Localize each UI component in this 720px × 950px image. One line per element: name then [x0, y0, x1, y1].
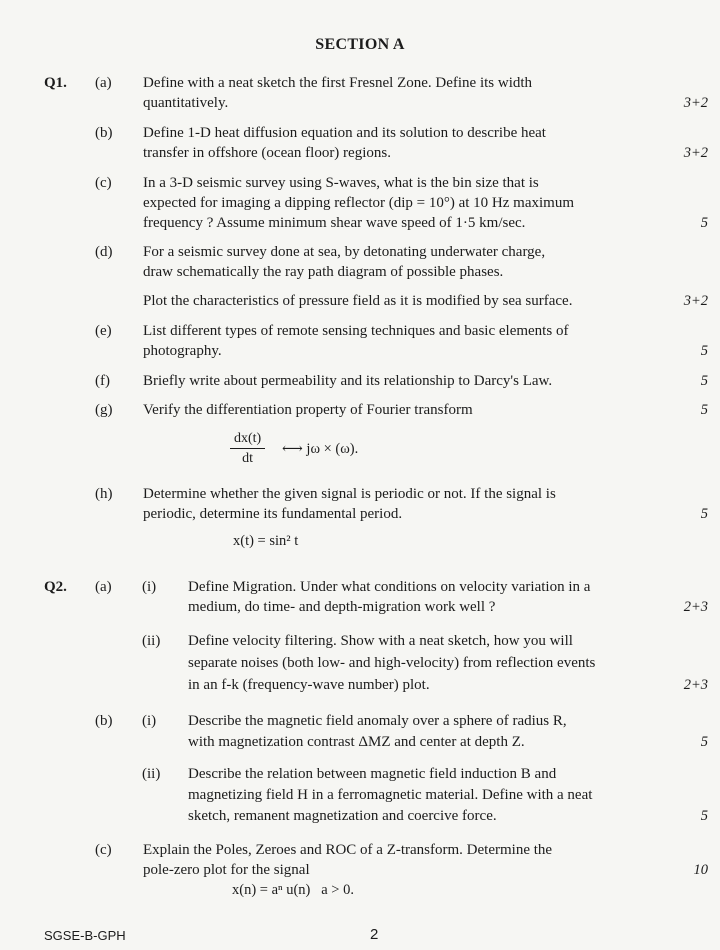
q1g-line1: Verify the differentiation property of Fourier transform — [143, 402, 473, 418]
q1a-label: (a) — [95, 75, 112, 91]
q1h-label: (h) — [95, 486, 113, 502]
q1g-label: (g) — [95, 402, 113, 418]
q2a-ii-line1: Define velocity filtering. Show with a neat sketch, how you will — [188, 633, 573, 649]
q1d-line2: draw schematically the ray path diagram of possible phases. — [143, 264, 504, 280]
section-title: SECTION A — [315, 36, 405, 53]
q1d-line3: Plot the characteristics of pressure field as it is modified by sea surface. — [143, 293, 573, 309]
q2c-line2: pole-zero plot for the signal — [143, 862, 310, 878]
q1e-line2: photography. — [143, 343, 222, 359]
q1e-label: (e) — [95, 323, 112, 339]
q1g-equation-numerator: dx(t) — [230, 431, 265, 449]
q2a-label: (a) — [95, 579, 112, 595]
q1e-line1: List different types of remote sensing techniques and basic elements of — [143, 323, 569, 339]
q1d-line1: For a seismic survey done at sea, by detonating underwater charge, — [143, 244, 546, 260]
page-number: 2 — [370, 926, 379, 943]
q2b-ii-label: (ii) — [142, 766, 161, 782]
q1b-line1: Define 1-D heat diffusion equation and its solution to describe heat — [143, 125, 546, 141]
q1c-line3: frequency ? Assume minimum shear wave speed of 1·5 km/sec. — [143, 215, 526, 231]
q1f-line1: Briefly write about permeability and its relationship to Darcy's Law. — [143, 373, 553, 389]
q2a-ii-line3: in an f-k (frequency-wave number) plot. — [188, 677, 430, 693]
q1c-label: (c) — [95, 175, 112, 191]
q1g-equation-rhs: ⟷ jω × (ω). — [282, 441, 359, 457]
q2b-ii-line1: Describe the relation between magnetic field induction B and — [188, 766, 557, 782]
q2b-i-line1: Describe the magnetic field anomaly over a sphere of radius R, — [188, 713, 567, 729]
paper-code: SGSE-B-GPH — [44, 928, 126, 943]
q1b-label: (b) — [95, 125, 113, 141]
q2b-ii-line3: sketch, remanent magnetization and coercive force. — [188, 808, 497, 824]
question-2-number: Q2. — [44, 579, 67, 595]
q2c-equation: x(n) = aⁿ u(n) a > 0. — [232, 882, 354, 898]
q1h-marks: 5 — [700, 506, 708, 522]
question-1-number: Q1. — [44, 75, 67, 91]
q1a-line2: quantitatively. — [143, 95, 229, 111]
q1e-marks: 5 — [700, 343, 708, 359]
q1d-label: (d) — [95, 244, 113, 260]
q1f-label: (f) — [95, 373, 110, 389]
q2b-i-marks: 5 — [700, 734, 708, 750]
q1d-marks: 3+2 — [683, 293, 708, 309]
q2c-line1: Explain the Poles, Zeroes and ROC of a Z-transform. Determine the — [143, 842, 553, 858]
q1h-line1: Determine whether the given signal is periodic or not. If the signal is — [143, 486, 556, 502]
q2b-ii-line2: magnetizing field H in a ferromagnetic material. Define with a neat — [188, 787, 593, 803]
q1h-line2: periodic, determine its fundamental period. — [143, 506, 403, 522]
q2b-label: (b) — [95, 713, 113, 729]
q1c-line1: In a 3-D seismic survey using S-waves, what is the bin size that is — [143, 175, 539, 191]
q1g-equation-denominator: dt — [242, 451, 254, 466]
q2c-marks: 10 — [693, 862, 708, 878]
q1b-line2: transfer in offshore (ocean floor) regions. — [143, 145, 391, 161]
q1a-line1: Define with a neat sketch the first Fresnel Zone. Define its width — [143, 75, 533, 91]
q2b-i-label: (i) — [142, 713, 157, 729]
q1a-marks: 3+2 — [683, 95, 708, 111]
q2a-ii-label: (ii) — [142, 633, 161, 649]
q1c-line2: expected for imaging a dipping reflector (dip = 10°) at 10 Hz maximum — [143, 195, 574, 211]
q1g-equation-fraction — [230, 431, 265, 467]
q2b-ii-marks: 5 — [700, 808, 708, 824]
q2a-i-label: (i) — [142, 579, 157, 595]
q2c-label: (c) — [95, 842, 112, 858]
q1c-marks: 5 — [700, 215, 708, 231]
q1h-equation: x(t) = sin² t — [233, 533, 299, 549]
q2b-i-line2: with magnetization contrast ΔMZ and center at depth Z. — [188, 734, 525, 750]
q1g-marks: 5 — [700, 402, 708, 418]
q1b-marks: 3+2 — [683, 145, 708, 161]
q2a-ii-marks: 2+3 — [683, 677, 708, 693]
q2a-i-line1: Define Migration. Under what conditions on velocity variation in a — [188, 579, 591, 595]
q2a-i-marks: 2+3 — [683, 599, 708, 615]
q2a-ii-line2: separate noises (both low- and high-velocity) from reflection events — [188, 655, 596, 671]
q1f-marks: 5 — [700, 373, 708, 389]
q2a-i-line2: medium, do time- and depth-migration work well ? — [188, 599, 496, 615]
